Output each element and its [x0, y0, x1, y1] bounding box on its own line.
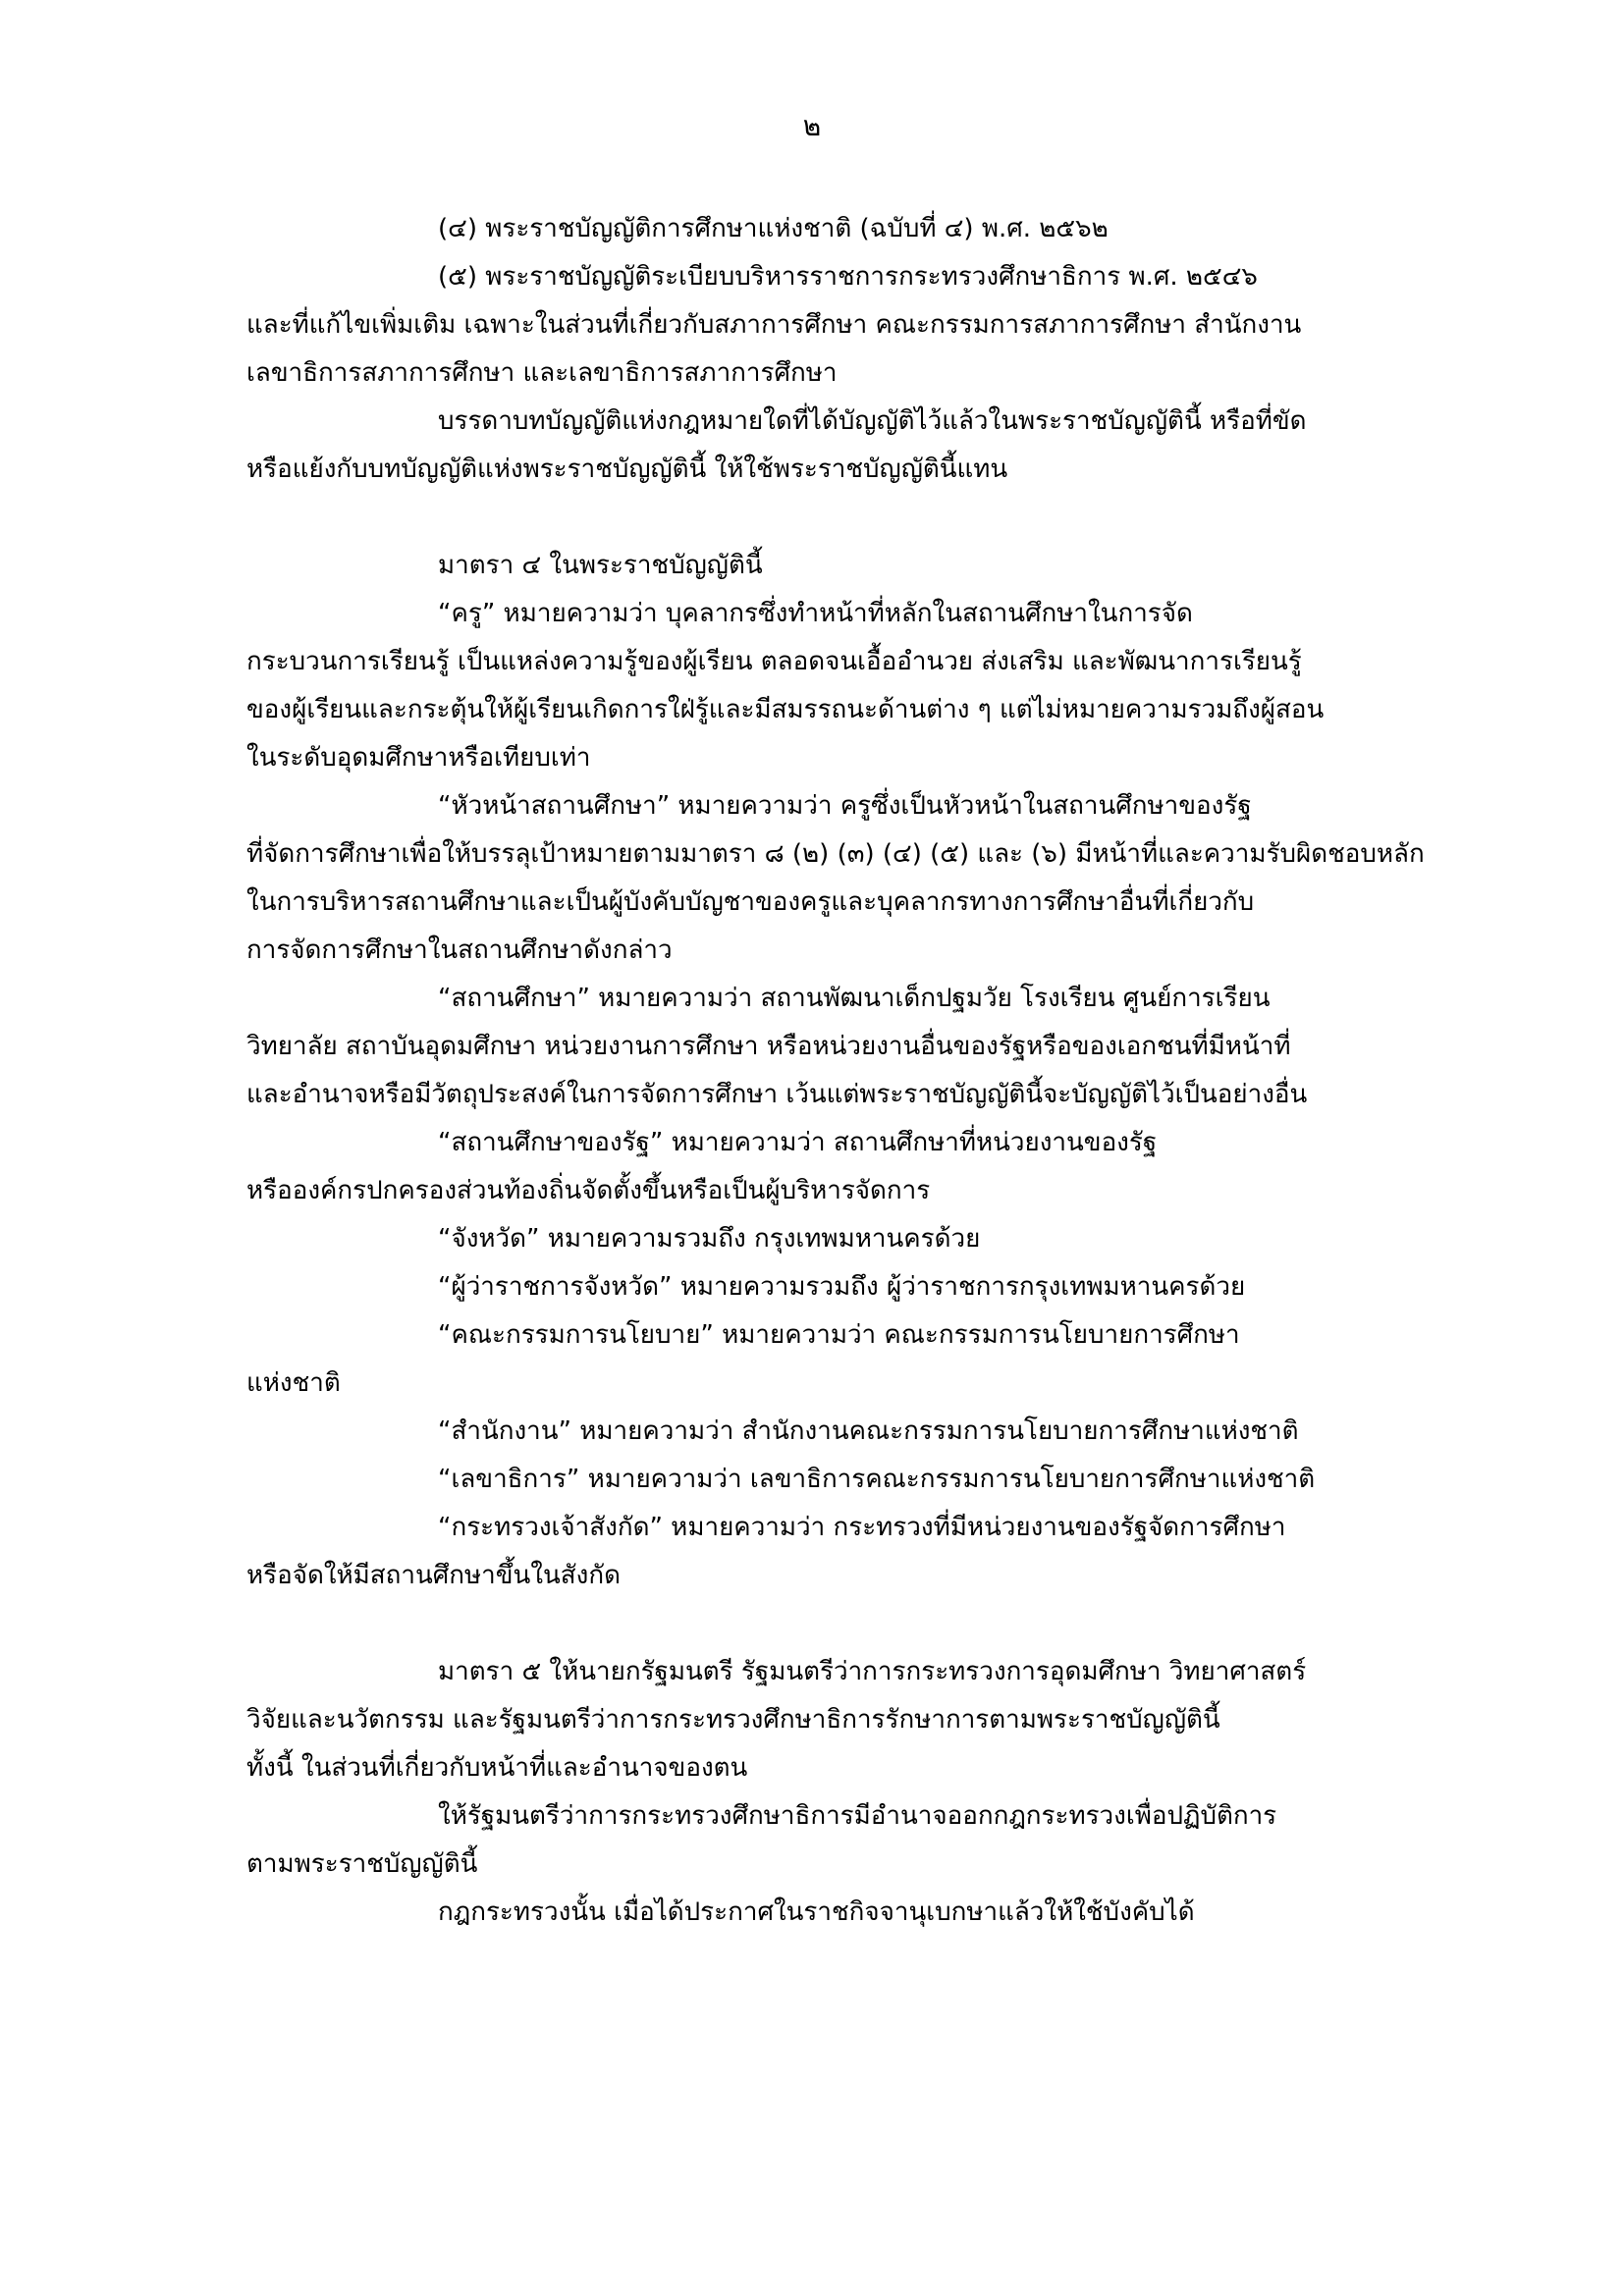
- text-line: “เลขาธิการ” หมายความว่า เลขาธิการคณะกรรมการนโยบายการศึกษาแห่งชาติ: [438, 1465, 1316, 1494]
- text-line: กระบวนการเรียนรู้ เป็นแหล่งความรู้ของผู้เรียน ตลอดจนเอื้ออำนวย ส่งเสริม และพัฒนาการเรียนรู้: [246, 647, 1302, 676]
- text-line: ของผู้เรียนและกระตุ้นให้ผู้เรียนเกิดการใฝ่รู้และมีสมรรถนะด้านต่าง ๆ แต่ไม่หมายความรวมถึงผู้สอน: [246, 695, 1325, 724]
- text-line: “สำนักงาน” หมายความว่า สำนักงานคณะกรรมการนโยบายการศึกษาแห่งชาติ: [438, 1416, 1299, 1446]
- section-heading: มาตรา ๔ ในพระราชบัญญัตินี้: [438, 551, 763, 580]
- text-line: “คณะกรรมการนโยบาย” หมายความว่า คณะกรรมการนโยบายการศึกษา: [438, 1320, 1240, 1350]
- text-line: “ครู” หมายความว่า บุคลากรซึ่งทำหน้าที่หลักในสถานศึกษาในการจัด: [438, 599, 1193, 628]
- text-line: ทั้งนี้ ในส่วนที่เกี่ยวกับหน้าที่และอำนาจของตน: [246, 1753, 748, 1783]
- text-line: หรือจัดให้มีสถานศึกษาขึ้นในสังกัด: [246, 1561, 621, 1590]
- text-line: “สถานศึกษาของรัฐ” หมายความว่า สถานศึกษาที่หน่วยงานของรัฐ: [438, 1128, 1158, 1157]
- text-line: ตามพระราชบัญญัตินี้: [246, 1849, 478, 1879]
- text-line: “สถานศึกษา” หมายความว่า สถานพัฒนาเด็กปฐมวัย โรงเรียน ศูนย์การเรียน: [438, 984, 1271, 1013]
- text-line: เลขาธิการสภาการศึกษา และเลขาธิการสภาการศึกษา: [246, 358, 838, 388]
- text-line: (๔) พระราชบัญญัติการศึกษาแห่งชาติ (ฉบับที่ ๔) พ.ศ. ๒๕๖๒: [438, 214, 1109, 243]
- text-line: หรือองค์กรปกครองส่วนท้องถิ่นจัดตั้งขึ้นหรือเป็นผู้บริหารจัดการ: [246, 1176, 931, 1205]
- text-line: การจัดการศึกษาในสถานศึกษาดังกล่าว: [246, 935, 673, 965]
- text-line: ให้รัฐมนตรีว่าการกระทรวงศึกษาธิการมีอำนาจออกกฎกระทรวงเพื่อปฏิบัติการ: [438, 1801, 1277, 1831]
- text-line: วิทยาลัย สถาบันอุดมศึกษา หน่วยงานการศึกษา หรือหน่วยงานอื่นของรัฐหรือของเอกชนที่มีหน้าที่: [246, 1032, 1291, 1061]
- text-line: “กระทรวงเจ้าสังกัด” หมายความว่า กระทรวงที่มีหน่วยงานของรัฐจัดการศึกษา: [438, 1513, 1286, 1542]
- text-line: “หัวหน้าสถานศึกษา” หมายความว่า ครูซึ่งเป็นหัวหน้าในสถานศึกษาของรัฐ: [438, 791, 1252, 821]
- text-line: ในการบริหารสถานศึกษาและเป็นผู้บังคับบัญชาของครูและบุคลากรทางการศึกษาอื่นที่เกี่ยวกับ: [246, 887, 1255, 917]
- text-line: ที่จัดการศึกษาเพื่อให้บรรลุเป้าหมายตามมาตรา ๘ (๒) (๓) (๔) (๕) และ (๖) มีหน้าที่และความรับผิดชอบหลัก: [246, 839, 1425, 869]
- text-line: และอำนาจหรือมีวัตถุประสงค์ในการจัดการศึกษา เว้นแต่พระราชบัญญัตินี้จะบัญญัติไว้เป็นอย่างอื่น: [246, 1080, 1308, 1109]
- text-line: และที่แก้ไขเพิ่มเติม เฉพาะในส่วนที่เกี่ยวกับสภาการศึกษา คณะกรรมการสภาการศึกษา สำนักงาน: [246, 310, 1302, 340]
- text-line: แห่งชาติ: [246, 1368, 341, 1398]
- text-line: (๕) พระราชบัญญัติระเบียบบริหารราชการกระทรวงศึกษาธิการ พ.ศ. ๒๕๔๖: [438, 262, 1258, 292]
- page-number: ๒: [802, 110, 822, 142]
- text-line: บรรดาบทบัญญัติแห่งกฎหมายใดที่ได้บัญญัติไว้แล้วในพระราชบัญญัตินี้ หรือที่ขัด: [438, 406, 1307, 436]
- text-line: “ผู้ว่าราชการจังหวัด” หมายความรวมถึง ผู้ว่าราชการกรุงเทพมหานครด้วย: [438, 1272, 1246, 1302]
- text-line: “จังหวัด” หมายความรวมถึง กรุงเทพมหานครด้วย: [438, 1224, 981, 1254]
- text-line: กฎกระทรวงนั้น เมื่อได้ประกาศในราชกิจจานุเบกษาแล้วให้ใช้บังคับได้: [438, 1897, 1195, 1927]
- text-line: ในระดับอุดมศึกษาหรือเทียบเท่า: [246, 743, 591, 773]
- text-line: วิจัยและนวัตกรรม และรัฐมนตรีว่าการกระทรวงศึกษาธิการรักษาการตามพระราชบัญญัตินี้: [246, 1705, 1220, 1735]
- text-line: หรือแย้งกับบทบัญญัติแห่งพระราชบัญญัตินี้ ให้ใช้พระราชบัญญัตินี้แทน: [246, 454, 1008, 484]
- section-heading: มาตรา ๕ ให้นายกรัฐมนตรี รัฐมนตรีว่าการกระทรวงการอุดมศึกษา วิทยาศาสตร์: [438, 1657, 1307, 1686]
